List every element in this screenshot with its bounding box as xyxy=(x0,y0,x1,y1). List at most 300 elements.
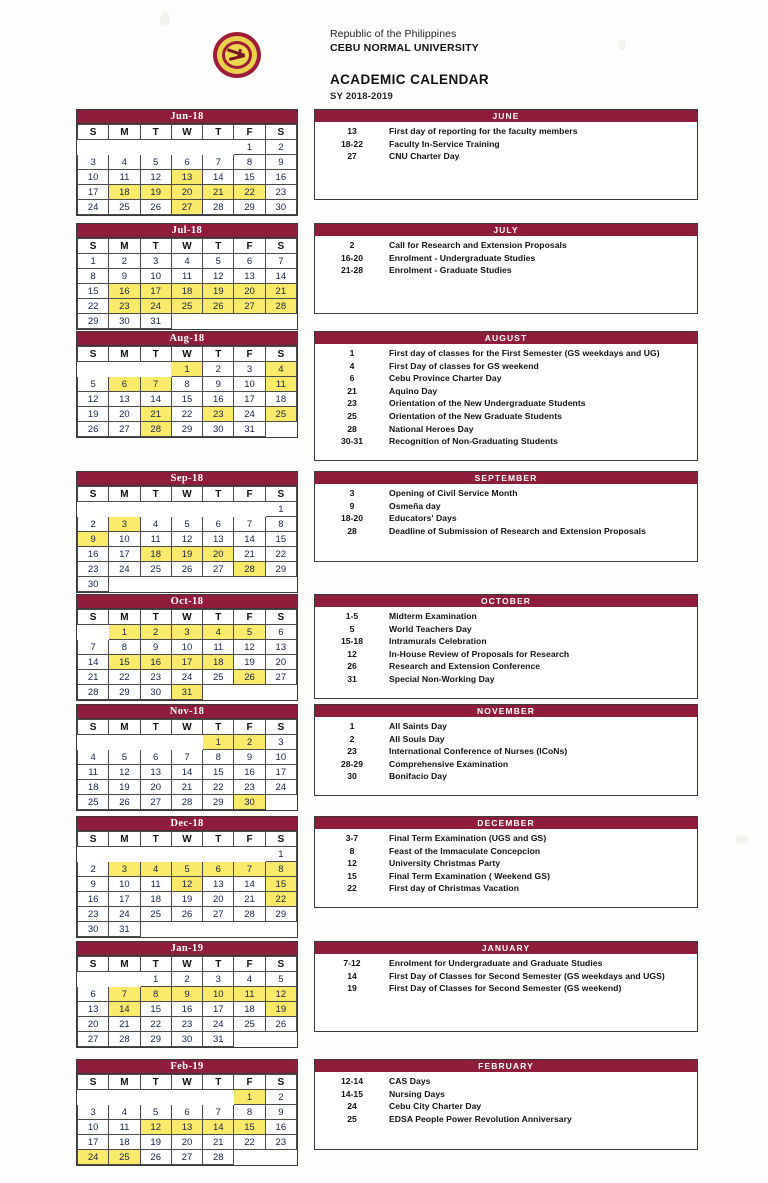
day-cell-10[interactable]: 10 xyxy=(109,877,140,892)
day-cell-22[interactable]: 22 xyxy=(265,547,296,562)
day-cell-6[interactable]: 6 xyxy=(203,862,234,877)
dow-cell-5: F xyxy=(234,1075,265,1090)
day-cell-27[interactable]: 27 xyxy=(203,907,234,922)
day-cell-9[interactable]: 9 xyxy=(109,269,140,284)
day-cell-25[interactable]: 25 xyxy=(203,670,234,685)
day-cell-19[interactable]: 19 xyxy=(203,284,234,299)
day-cell-16[interactable]: 16 xyxy=(234,765,265,780)
day-cell-24[interactable]: 24 xyxy=(78,1150,109,1165)
day-cell-13[interactable]: 13 xyxy=(265,640,296,655)
day-cell-9[interactable]: 9 xyxy=(171,987,202,1002)
day-cell-18[interactable]: 18 xyxy=(140,892,171,907)
day-cell-8[interactable]: 8 xyxy=(234,155,265,170)
day-cell-16[interactable]: 16 xyxy=(78,547,109,562)
day-cell-21[interactable]: 21 xyxy=(78,670,109,685)
day-cell-26[interactable]: 26 xyxy=(140,1150,171,1165)
day-cell-20[interactable]: 20 xyxy=(171,1135,202,1150)
day-cell-1[interactable]: 1 xyxy=(78,254,109,269)
day-cell-2[interactable]: 2 xyxy=(265,140,296,155)
day-cell-25[interactable]: 25 xyxy=(171,299,202,314)
day-cell-2[interactable]: 2 xyxy=(109,254,140,269)
day-cell-5[interactable]: 5 xyxy=(171,517,202,532)
day-cell-15[interactable]: 15 xyxy=(234,170,265,185)
day-cell-25[interactable]: 25 xyxy=(234,1017,265,1032)
day-cell-17[interactable]: 17 xyxy=(234,392,265,407)
day-cell-15[interactable]: 15 xyxy=(234,1120,265,1135)
day-cell-13[interactable]: 13 xyxy=(140,765,171,780)
day-cell-16[interactable]: 16 xyxy=(265,170,296,185)
day-cell-16[interactable]: 16 xyxy=(171,1002,202,1017)
day-cell-30[interactable]: 30 xyxy=(265,200,296,215)
day-cell-9[interactable]: 9 xyxy=(265,1105,296,1120)
day-cell-18[interactable]: 18 xyxy=(171,284,202,299)
event-description: Deadline of Submission of Research and Extension Proposals xyxy=(389,525,646,536)
day-cell-10[interactable]: 10 xyxy=(140,269,171,284)
event-item xyxy=(315,1100,697,1113)
event-item xyxy=(315,138,697,151)
day-cell-18[interactable]: 18 xyxy=(109,185,140,200)
day-cell-29[interactable]: 29 xyxy=(265,562,296,577)
day-cell-9[interactable]: 9 xyxy=(203,377,234,392)
day-cell-28[interactable]: 28 xyxy=(234,562,265,577)
day-cell-13[interactable]: 13 xyxy=(78,1002,109,1017)
day-cell-9[interactable]: 9 xyxy=(78,877,109,892)
day-cell-2[interactable]: 2 xyxy=(78,862,109,877)
day-cell-7[interactable]: 7 xyxy=(234,517,265,532)
day-cell-20[interactable]: 20 xyxy=(203,892,234,907)
day-cell-11[interactable]: 11 xyxy=(171,269,202,284)
day-cell-4[interactable]: 4 xyxy=(140,862,171,877)
day-cell-22[interactable]: 22 xyxy=(234,185,265,200)
day-cell-1[interactable]: 1 xyxy=(234,1090,265,1105)
day-cell-18[interactable]: 18 xyxy=(109,1135,140,1150)
day-cell-27[interactable]: 27 xyxy=(265,670,296,685)
day-cell-12[interactable]: 12 xyxy=(265,987,296,1002)
day-cell-12[interactable]: 12 xyxy=(78,392,109,407)
day-cell-14[interactable]: 14 xyxy=(109,1002,140,1017)
day-cell-11[interactable]: 11 xyxy=(109,1120,140,1135)
day-cell-11[interactable]: 11 xyxy=(234,987,265,1002)
day-cell-1[interactable]: 1 xyxy=(265,847,296,862)
day-cell-30[interactable]: 30 xyxy=(140,685,171,700)
day-cell-4[interactable]: 4 xyxy=(140,517,171,532)
day-cell-24[interactable]: 24 xyxy=(140,299,171,314)
day-cell-3[interactable]: 3 xyxy=(265,735,296,750)
week-row xyxy=(78,795,297,810)
day-cell-8[interactable]: 8 xyxy=(78,269,109,284)
event-description: Osmeña day xyxy=(389,500,441,511)
day-cell-3[interactable]: 3 xyxy=(78,155,109,170)
day-cell-20[interactable]: 20 xyxy=(203,547,234,562)
event-item xyxy=(315,397,697,410)
day-cell-6[interactable]: 6 xyxy=(140,750,171,765)
day-cell-19[interactable]: 19 xyxy=(234,655,265,670)
day-cell-30[interactable]: 30 xyxy=(78,577,109,592)
day-cell-25[interactable]: 25 xyxy=(109,1150,140,1165)
day-cell-20[interactable]: 20 xyxy=(234,284,265,299)
day-cell-21[interactable]: 21 xyxy=(140,407,171,422)
day-cell-15[interactable]: 15 xyxy=(203,765,234,780)
day-cell-8[interactable]: 8 xyxy=(171,377,202,392)
day-cell-16[interactable]: 16 xyxy=(265,1120,296,1135)
day-cell-2[interactable]: 2 xyxy=(171,972,202,987)
week-row xyxy=(78,1017,297,1032)
day-cell-8[interactable]: 8 xyxy=(203,750,234,765)
day-cell-24[interactable]: 24 xyxy=(234,407,265,422)
day-cell-11[interactable]: 11 xyxy=(109,170,140,185)
day-cell-27[interactable]: 27 xyxy=(109,422,140,437)
day-cell-3[interactable]: 3 xyxy=(109,517,140,532)
day-cell-8[interactable]: 8 xyxy=(234,1105,265,1120)
day-cell-31[interactable]: 31 xyxy=(203,1032,234,1047)
day-cell-29[interactable]: 29 xyxy=(203,795,234,810)
empty-day-cell xyxy=(171,314,202,329)
day-cell-4[interactable]: 4 xyxy=(265,362,296,377)
day-cell-2[interactable]: 2 xyxy=(234,735,265,750)
day-cell-29[interactable]: 29 xyxy=(171,422,202,437)
day-cell-22[interactable]: 22 xyxy=(109,670,140,685)
day-cell-23[interactable]: 23 xyxy=(78,562,109,577)
day-cell-4[interactable]: 4 xyxy=(78,750,109,765)
day-cell-22[interactable]: 22 xyxy=(78,299,109,314)
day-cell-6[interactable]: 6 xyxy=(234,254,265,269)
calendar-title: Aug-18 xyxy=(77,332,297,346)
day-cell-8[interactable]: 8 xyxy=(265,862,296,877)
day-cell-25[interactable]: 25 xyxy=(109,200,140,215)
day-cell-2[interactable]: 2 xyxy=(140,625,171,640)
day-cell-22[interactable]: 22 xyxy=(234,1135,265,1150)
day-cell-18[interactable]: 18 xyxy=(78,780,109,795)
day-cell-4[interactable]: 4 xyxy=(109,1105,140,1120)
day-cell-17[interactable]: 17 xyxy=(140,284,171,299)
day-cell-21[interactable]: 21 xyxy=(203,185,234,200)
day-cell-12[interactable]: 12 xyxy=(140,1120,171,1135)
events-panel-jul-18 xyxy=(314,223,698,314)
day-cell-11[interactable]: 11 xyxy=(78,765,109,780)
day-cell-7[interactable]: 7 xyxy=(140,377,171,392)
day-cell-10[interactable]: 10 xyxy=(203,987,234,1002)
day-cell-15[interactable]: 15 xyxy=(140,1002,171,1017)
day-cell-24[interactable]: 24 xyxy=(171,670,202,685)
day-cell-21[interactable]: 21 xyxy=(265,284,296,299)
day-cell-26[interactable]: 26 xyxy=(109,795,140,810)
day-cell-28[interactable]: 28 xyxy=(109,1032,140,1047)
day-cell-6[interactable]: 6 xyxy=(171,155,202,170)
dow-cell-4: T xyxy=(203,239,234,254)
day-cell-13[interactable]: 13 xyxy=(203,532,234,547)
day-cell-28[interactable]: 28 xyxy=(265,299,296,314)
day-cell-5[interactable]: 5 xyxy=(203,254,234,269)
day-cell-11[interactable]: 11 xyxy=(140,877,171,892)
day-cell-16[interactable]: 16 xyxy=(109,284,140,299)
empty-day-cell xyxy=(171,847,202,862)
day-cell-7[interactable]: 7 xyxy=(203,155,234,170)
day-cell-30[interactable]: 30 xyxy=(171,1032,202,1047)
day-cell-23[interactable]: 23 xyxy=(109,299,140,314)
day-cell-5[interactable]: 5 xyxy=(234,625,265,640)
day-cell-27[interactable]: 27 xyxy=(234,299,265,314)
day-cell-25[interactable]: 25 xyxy=(140,907,171,922)
day-cell-10[interactable]: 10 xyxy=(109,532,140,547)
day-cell-22[interactable]: 22 xyxy=(203,780,234,795)
scan-artifact xyxy=(735,835,749,844)
day-cell-19[interactable]: 19 xyxy=(171,547,202,562)
day-cell-4[interactable]: 4 xyxy=(234,972,265,987)
day-cell-9[interactable]: 9 xyxy=(234,750,265,765)
dow-cell-2: T xyxy=(140,239,171,254)
day-cell-31[interactable]: 31 xyxy=(171,685,202,700)
day-cell-12[interactable]: 12 xyxy=(109,765,140,780)
day-cell-17[interactable]: 17 xyxy=(203,1002,234,1017)
day-cell-19[interactable]: 19 xyxy=(171,892,202,907)
day-cell-30[interactable]: 30 xyxy=(234,795,265,810)
day-cell-15[interactable]: 15 xyxy=(265,532,296,547)
day-cell-21[interactable]: 21 xyxy=(203,1135,234,1150)
day-cell-31[interactable]: 31 xyxy=(140,314,171,329)
day-cell-27[interactable]: 27 xyxy=(140,795,171,810)
day-cell-25[interactable]: 25 xyxy=(265,407,296,422)
day-cell-7[interactable]: 7 xyxy=(203,1105,234,1120)
day-cell-5[interactable]: 5 xyxy=(109,750,140,765)
day-cell-8[interactable]: 8 xyxy=(109,640,140,655)
day-cell-23[interactable]: 23 xyxy=(171,1017,202,1032)
day-cell-17[interactable]: 17 xyxy=(78,1135,109,1150)
day-cell-14[interactable]: 14 xyxy=(203,170,234,185)
day-cell-29[interactable]: 29 xyxy=(109,685,140,700)
event-item xyxy=(315,360,697,373)
day-cell-28[interactable]: 28 xyxy=(203,200,234,215)
day-cell-13[interactable]: 13 xyxy=(203,877,234,892)
day-cell-21[interactable]: 21 xyxy=(234,892,265,907)
day-cell-11[interactable]: 11 xyxy=(203,640,234,655)
day-cell-10[interactable]: 10 xyxy=(171,640,202,655)
day-cell-22[interactable]: 22 xyxy=(171,407,202,422)
day-cell-7[interactable]: 7 xyxy=(171,750,202,765)
day-cell-6[interactable]: 6 xyxy=(109,377,140,392)
event-item xyxy=(315,410,697,423)
day-cell-3[interactable]: 3 xyxy=(234,362,265,377)
day-cell-1[interactable]: 1 xyxy=(109,625,140,640)
day-cell-6[interactable]: 6 xyxy=(78,987,109,1002)
day-cell-6[interactable]: 6 xyxy=(171,1105,202,1120)
day-cell-3[interactable]: 3 xyxy=(140,254,171,269)
day-cell-8[interactable]: 8 xyxy=(265,517,296,532)
day-cell-14[interactable]: 14 xyxy=(203,1120,234,1135)
day-cell-17[interactable]: 17 xyxy=(78,185,109,200)
day-cell-30[interactable]: 30 xyxy=(203,422,234,437)
day-cell-25[interactable]: 25 xyxy=(78,795,109,810)
day-cell-26[interactable]: 26 xyxy=(78,422,109,437)
day-cell-7[interactable]: 7 xyxy=(109,987,140,1002)
day-cell-19[interactable]: 19 xyxy=(78,407,109,422)
day-cell-20[interactable]: 20 xyxy=(171,185,202,200)
day-cell-5[interactable]: 5 xyxy=(265,972,296,987)
day-cell-10[interactable]: 10 xyxy=(265,750,296,765)
week-row xyxy=(78,140,297,155)
day-cell-13[interactable]: 13 xyxy=(171,1120,202,1135)
day-cell-26[interactable]: 26 xyxy=(234,670,265,685)
day-cell-6[interactable]: 6 xyxy=(203,517,234,532)
day-cell-25[interactable]: 25 xyxy=(140,562,171,577)
dow-header-row xyxy=(78,347,297,362)
day-cell-23[interactable]: 23 xyxy=(78,907,109,922)
day-cell-1[interactable]: 1 xyxy=(265,502,296,517)
week-row xyxy=(78,254,297,269)
day-cell-9[interactable]: 9 xyxy=(140,640,171,655)
day-cell-5[interactable]: 5 xyxy=(140,1105,171,1120)
day-cell-29[interactable]: 29 xyxy=(140,1032,171,1047)
event-description: Enrolment - Undergraduate Studies xyxy=(389,252,536,263)
day-cell-18[interactable]: 18 xyxy=(203,655,234,670)
day-cell-31[interactable]: 31 xyxy=(109,922,140,937)
day-cell-16[interactable]: 16 xyxy=(203,392,234,407)
day-cell-15[interactable]: 15 xyxy=(109,655,140,670)
day-cell-7[interactable]: 7 xyxy=(78,640,109,655)
day-cell-14[interactable]: 14 xyxy=(234,532,265,547)
day-cell-16[interactable]: 16 xyxy=(78,892,109,907)
event-item xyxy=(315,845,697,858)
day-cell-14[interactable]: 14 xyxy=(234,877,265,892)
day-cell-2[interactable]: 2 xyxy=(78,517,109,532)
day-cell-5[interactable]: 5 xyxy=(78,377,109,392)
day-cell-17[interactable]: 17 xyxy=(109,547,140,562)
day-cell-23[interactable]: 23 xyxy=(140,670,171,685)
day-cell-18[interactable]: 18 xyxy=(265,392,296,407)
day-cell-26[interactable]: 26 xyxy=(140,200,171,215)
day-cell-3[interactable]: 3 xyxy=(109,862,140,877)
day-cell-6[interactable]: 6 xyxy=(265,625,296,640)
day-cell-10[interactable]: 10 xyxy=(78,1120,109,1135)
day-cell-12[interactable]: 12 xyxy=(171,877,202,892)
day-cell-20[interactable]: 20 xyxy=(78,1017,109,1032)
day-cell-26[interactable]: 26 xyxy=(171,907,202,922)
day-cell-7[interactable]: 7 xyxy=(234,862,265,877)
day-cell-13[interactable]: 13 xyxy=(109,392,140,407)
day-cell-12[interactable]: 12 xyxy=(203,269,234,284)
event-description: Feast of the Immaculate Concepcion xyxy=(389,845,541,856)
day-cell-29[interactable]: 29 xyxy=(234,200,265,215)
day-cell-17[interactable]: 17 xyxy=(109,892,140,907)
day-cell-24[interactable]: 24 xyxy=(265,780,296,795)
day-cell-27[interactable]: 27 xyxy=(203,562,234,577)
day-cell-24[interactable]: 24 xyxy=(203,1017,234,1032)
day-cell-11[interactable]: 11 xyxy=(265,377,296,392)
day-cell-14[interactable]: 14 xyxy=(140,392,171,407)
day-cell-27[interactable]: 27 xyxy=(78,1032,109,1047)
day-cell-23[interactable]: 23 xyxy=(265,185,296,200)
day-cell-9[interactable]: 9 xyxy=(78,532,109,547)
day-cell-23[interactable]: 23 xyxy=(265,1135,296,1150)
day-cell-19[interactable]: 19 xyxy=(265,1002,296,1017)
day-cell-15[interactable]: 15 xyxy=(171,392,202,407)
day-cell-22[interactable]: 22 xyxy=(265,892,296,907)
day-cell-31[interactable]: 31 xyxy=(234,422,265,437)
day-cell-14[interactable]: 14 xyxy=(265,269,296,284)
day-cell-21[interactable]: 21 xyxy=(234,547,265,562)
day-cell-1[interactable]: 1 xyxy=(171,362,202,377)
day-cell-13[interactable]: 13 xyxy=(171,170,202,185)
day-cell-5[interactable]: 5 xyxy=(140,155,171,170)
day-cell-28[interactable]: 28 xyxy=(140,422,171,437)
day-cell-20[interactable]: 20 xyxy=(140,780,171,795)
day-cell-1[interactable]: 1 xyxy=(234,140,265,155)
day-cell-2[interactable]: 2 xyxy=(265,1090,296,1105)
day-cell-3[interactable]: 3 xyxy=(203,972,234,987)
day-cell-24[interactable]: 24 xyxy=(109,907,140,922)
day-cell-15[interactable]: 15 xyxy=(265,877,296,892)
day-cell-8[interactable]: 8 xyxy=(140,987,171,1002)
day-cell-12[interactable]: 12 xyxy=(140,170,171,185)
day-cell-7[interactable]: 7 xyxy=(265,254,296,269)
day-cell-10[interactable]: 10 xyxy=(234,377,265,392)
day-cell-15[interactable]: 15 xyxy=(78,284,109,299)
day-cell-21[interactable]: 21 xyxy=(171,780,202,795)
day-cell-13[interactable]: 13 xyxy=(234,269,265,284)
day-cell-22[interactable]: 22 xyxy=(140,1017,171,1032)
day-cell-10[interactable]: 10 xyxy=(78,170,109,185)
day-cell-27[interactable]: 27 xyxy=(171,1150,202,1165)
day-cell-28[interactable]: 28 xyxy=(78,685,109,700)
day-cell-19[interactable]: 19 xyxy=(109,780,140,795)
day-cell-19[interactable]: 19 xyxy=(140,1135,171,1150)
day-cell-26[interactable]: 26 xyxy=(171,562,202,577)
day-cell-18[interactable]: 18 xyxy=(140,547,171,562)
day-cell-12[interactable]: 12 xyxy=(234,640,265,655)
day-cell-11[interactable]: 11 xyxy=(140,532,171,547)
day-cell-3[interactable]: 3 xyxy=(78,1105,109,1120)
day-cell-20[interactable]: 20 xyxy=(109,407,140,422)
day-cell-24[interactable]: 24 xyxy=(78,200,109,215)
day-cell-23[interactable]: 23 xyxy=(234,780,265,795)
day-cell-3[interactable]: 3 xyxy=(171,625,202,640)
event-description: Nursing Days xyxy=(389,1088,445,1099)
day-cell-5[interactable]: 5 xyxy=(171,862,202,877)
day-cell-29[interactable]: 29 xyxy=(265,907,296,922)
day-cell-28[interactable]: 28 xyxy=(203,1150,234,1165)
day-cell-14[interactable]: 14 xyxy=(78,655,109,670)
day-cell-28[interactable]: 28 xyxy=(171,795,202,810)
day-cell-23[interactable]: 23 xyxy=(203,407,234,422)
day-cell-14[interactable]: 14 xyxy=(171,765,202,780)
day-cell-12[interactable]: 12 xyxy=(171,532,202,547)
day-cell-18[interactable]: 18 xyxy=(234,1002,265,1017)
empty-day-cell xyxy=(265,422,296,437)
day-cell-21[interactable]: 21 xyxy=(109,1017,140,1032)
day-cell-30[interactable]: 30 xyxy=(78,922,109,937)
day-cell-26[interactable]: 26 xyxy=(203,299,234,314)
day-cell-9[interactable]: 9 xyxy=(265,155,296,170)
day-cell-20[interactable]: 20 xyxy=(265,655,296,670)
day-cell-2[interactable]: 2 xyxy=(203,362,234,377)
day-cell-4[interactable]: 4 xyxy=(203,625,234,640)
day-cell-28[interactable]: 28 xyxy=(234,907,265,922)
event-item xyxy=(315,673,697,686)
day-cell-19[interactable]: 19 xyxy=(140,185,171,200)
day-cell-24[interactable]: 24 xyxy=(109,562,140,577)
day-cell-4[interactable]: 4 xyxy=(171,254,202,269)
day-cell-17[interactable]: 17 xyxy=(265,765,296,780)
day-cell-29[interactable]: 29 xyxy=(78,314,109,329)
day-cell-16[interactable]: 16 xyxy=(140,655,171,670)
day-cell-4[interactable]: 4 xyxy=(109,155,140,170)
day-cell-27[interactable]: 27 xyxy=(171,200,202,215)
day-cell-1[interactable]: 1 xyxy=(140,972,171,987)
day-cell-17[interactable]: 17 xyxy=(171,655,202,670)
day-cell-26[interactable]: 26 xyxy=(265,1017,296,1032)
calendar-grid xyxy=(77,346,297,437)
day-cell-30[interactable]: 30 xyxy=(109,314,140,329)
day-cell-1[interactable]: 1 xyxy=(203,735,234,750)
